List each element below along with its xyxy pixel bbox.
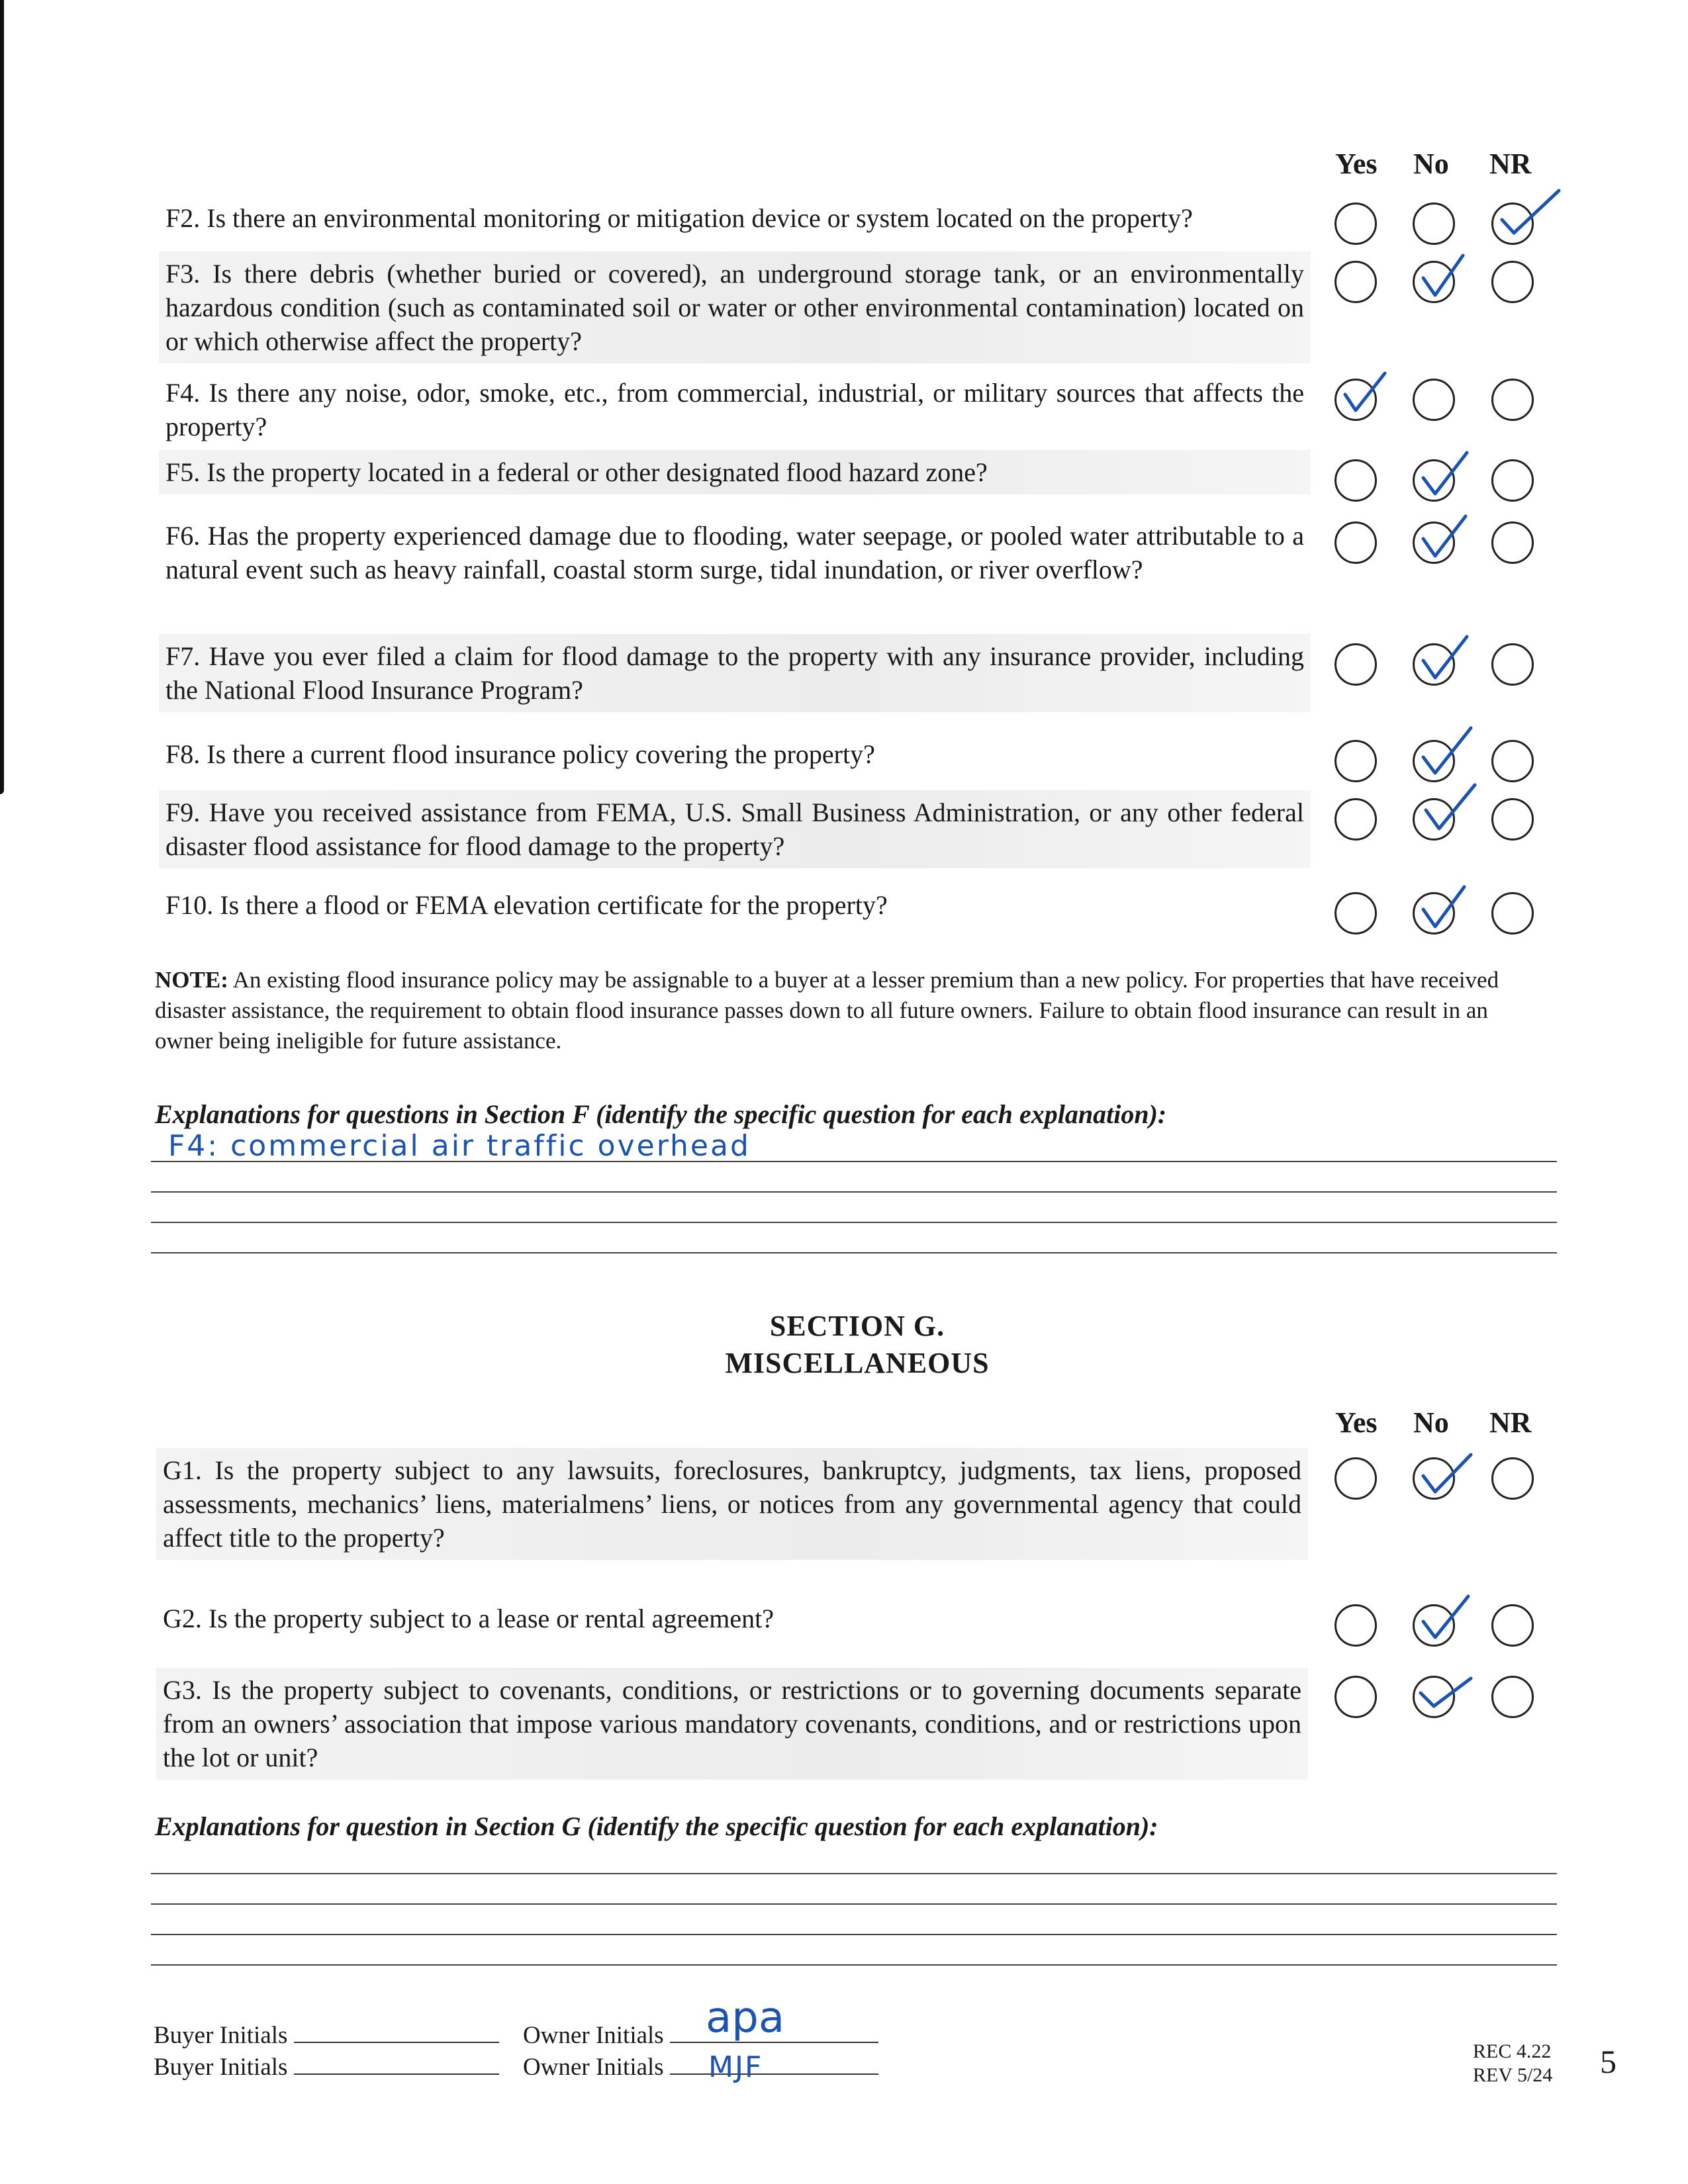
radio-yes[interactable] [1335, 379, 1377, 421]
radio-yes[interactable] [1335, 643, 1377, 686]
buyer-initials-field[interactable] [294, 2054, 499, 2075]
explanations-g-heading: Explanations for question in Section G (identify the specific question for each explanation): [155, 1811, 1158, 1841]
radio-no[interactable] [1413, 1604, 1455, 1647]
explanation-f-line-2[interactable] [151, 1191, 1557, 1193]
radio-no[interactable] [1413, 261, 1455, 303]
question-f5: F5. Is the property located in a federal or other designated flood hazard zone? [159, 450, 1311, 494]
scan-edge [0, 0, 4, 794]
radio-nr[interactable] [1491, 459, 1534, 502]
explanation-g-line-3[interactable] [151, 1934, 1557, 1935]
radio-yes[interactable] [1335, 459, 1377, 502]
explanation-f-line-4[interactable] [151, 1252, 1557, 1253]
question-f10: F10. Is there a flood or FEMA elevation certificate for the property? [165, 890, 888, 920]
radio-nr[interactable] [1491, 379, 1534, 421]
radio-yes[interactable] [1335, 1604, 1377, 1647]
radio-nr[interactable] [1491, 740, 1534, 782]
radio-yes[interactable] [1335, 798, 1377, 841]
radio-nr[interactable] [1491, 1676, 1534, 1718]
explanation-g-line-1[interactable] [151, 1873, 1557, 1874]
note-label: NOTE: [155, 967, 228, 993]
radio-no[interactable] [1413, 740, 1455, 782]
form-revision: REV 5/24 [1473, 2064, 1553, 2086]
question-f6: F6. Has the property experienced damage due to flooding, water seepage, or pooled water attributable to a natural event such as heavy rainfall, coastal storm surge, tidal inundation, or river overflow? [165, 521, 1304, 584]
col-header-yes: Yes [1335, 148, 1378, 180]
col-header-yes-g: Yes [1335, 1406, 1378, 1439]
radio-yes[interactable] [1335, 1676, 1377, 1718]
question-f7: F7. Have you ever filed a claim for flood damage to the property with any insurance provider, including the National Flood Insurance Program? [159, 634, 1311, 712]
buyer-initials-label: Buyer Initials [154, 2022, 288, 2049]
radio-yes[interactable] [1335, 740, 1377, 782]
question-f2: F2. Is there an environmental monitoring or mitigation device or system located on the property? [165, 203, 1193, 233]
buyer-initials-field[interactable] [294, 2022, 499, 2043]
radio-yes[interactable] [1335, 1457, 1377, 1500]
question-g1: G1. Is the property subject to any lawsuits, foreclosures, bankruptcy, judgments, tax liens, proposed assessments, mechanics’ liens, materialmens’ liens, or notices from any governmental agency that could affect title to the property? [156, 1448, 1308, 1560]
radio-no[interactable] [1413, 379, 1455, 421]
question-f9: F9. Have you received assistance from FEMA, U.S. Small Business Administration, or any other federal disaster flood assistance for flood damage to the property? [159, 790, 1311, 868]
radio-no[interactable] [1413, 798, 1455, 841]
radio-no[interactable] [1413, 522, 1455, 564]
page-number: 5 [1600, 2043, 1617, 2080]
question-f4: F4. Is there any noise, odor, smoke, etc., from commercial, industrial, or military sources that affects the property? [165, 378, 1304, 441]
radio-nr[interactable] [1491, 892, 1534, 934]
section-g-subtitle: MISCELLANEOUS [725, 1347, 990, 1379]
buyer-initials-label: Buyer Initials [154, 2054, 288, 2081]
radio-nr[interactable] [1491, 261, 1534, 303]
question-f8: F8. Is there a current flood insurance policy covering the property? [165, 739, 875, 769]
col-header-nr: NR [1489, 148, 1532, 180]
radio-nr[interactable] [1491, 522, 1534, 564]
col-header-no: No [1413, 148, 1449, 180]
owner-initials-2 [523, 2053, 878, 2081]
note-text: An existing flood insurance policy may be assignable to a buyer at a lesser premium than a new policy. For properties that have received disaster assistance, the requirement to obtain flood insurance passes down to all future owners. Failure to obtain flood insurance can result in an owner being ineligible for future assistance. [155, 967, 1499, 1054]
radio-no[interactable] [1413, 892, 1455, 934]
col-header-nr-g: NR [1489, 1406, 1532, 1439]
radio-nr[interactable] [1491, 1457, 1534, 1500]
handwritten-explanation-f4: F4: commercial air traffic overhead [168, 1129, 751, 1163]
radio-nr[interactable] [1491, 1604, 1534, 1647]
question-g3: G3. Is the property subject to covenants, conditions, or restrictions or to governing documents separate from an owners’ association that impose various mandatory covenants, conditions, and or restrictions upon the lot or unit? [156, 1668, 1308, 1780]
radio-nr[interactable] [1491, 203, 1534, 245]
radio-yes[interactable] [1335, 261, 1377, 303]
question-f3: F3. Is there debris (whether buried or covered), an underground storage tank, or an environmentally hazardous condition (such as contaminated soil or water or other environmental contamination) located on or which otherwise affect the property? [159, 251, 1311, 363]
radio-yes[interactable] [1335, 203, 1377, 245]
section-g-title: SECTION G. [769, 1310, 945, 1342]
owner-initials-handwriting-2: MJF [708, 2050, 763, 2084]
explanation-f-line-1[interactable] [151, 1161, 1557, 1162]
owner-initials-label: Owner Initials [523, 2022, 664, 2049]
radio-nr[interactable] [1491, 798, 1534, 841]
owner-initials-1 [523, 2021, 878, 2050]
buyer-initials-2 [154, 2053, 499, 2081]
owner-initials-field[interactable] [670, 2054, 878, 2075]
radio-yes[interactable] [1335, 522, 1377, 564]
col-header-no-g: No [1413, 1406, 1449, 1439]
explanation-g-line-4[interactable] [151, 1964, 1557, 1966]
question-g2: G2. Is the property subject to a lease or rental agreement? [163, 1604, 774, 1633]
radio-no[interactable] [1413, 459, 1455, 502]
explanation-f-line-3[interactable] [151, 1222, 1557, 1223]
radio-no[interactable] [1413, 203, 1455, 245]
explanation-g-line-2[interactable] [151, 1903, 1557, 1905]
radio-yes[interactable] [1335, 892, 1377, 934]
radio-nr[interactable] [1491, 643, 1534, 686]
owner-initials-handwriting-1: apa [706, 1993, 785, 2042]
radio-no[interactable] [1413, 1457, 1455, 1500]
radio-no[interactable] [1413, 643, 1455, 686]
buyer-initials-1 [154, 2021, 499, 2050]
form-id: REC 4.22 [1473, 2040, 1552, 2062]
radio-no[interactable] [1413, 1676, 1455, 1718]
owner-initials-label: Owner Initials [523, 2054, 664, 2081]
flood-insurance-note [155, 965, 1532, 1056]
explanations-f-heading: Explanations for questions in Section F (identify the specific question for each explanation): [155, 1099, 1167, 1129]
